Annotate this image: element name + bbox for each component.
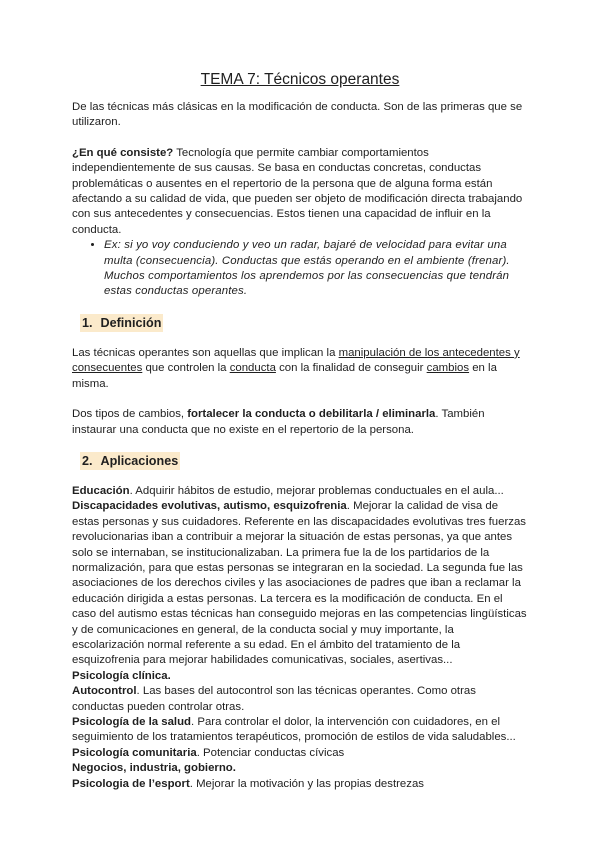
application-label: Negocios, industria, gobierno. [72, 762, 236, 775]
application-item [72, 669, 528, 684]
page-title: TEMA 7: Técnicos operantes [200, 71, 400, 88]
change-types-paragraph [72, 407, 528, 438]
application-item [72, 684, 528, 715]
text-run: con la finalidad de conseguir [275, 362, 427, 375]
underlined-term: cambios [426, 362, 470, 375]
application-text: . Las bases del autocontrol son las técnicas operantes. Como otras conductas pueden controlar otras. [72, 685, 476, 713]
application-item [72, 499, 528, 668]
application-label: Psicología clínica. [72, 669, 171, 682]
what-paragraph [72, 146, 528, 238]
text-run: Dos tipos de cambios, [72, 408, 188, 421]
section-heading-definicion [80, 314, 528, 332]
application-text: . Mejorar la motivación y las propias destrezas [189, 777, 424, 790]
text-run: que controlen la [142, 362, 230, 375]
application-label: Discapacidades evolutivas, autismo, esquizofrenia [72, 500, 347, 513]
spacer [72, 131, 528, 146]
section-title: Definición [100, 315, 162, 330]
intro-paragraph: De las técnicas más clásicas en la modificación de conducta. Son de las primeras que se utilizaron. [72, 101, 523, 129]
application-label: Psicologia de l’esport [72, 777, 190, 790]
underlined-term: conducta [229, 362, 276, 375]
text-run: Las técnicas operantes son aquellas que implican la [72, 346, 339, 359]
definition-paragraph [72, 346, 528, 392]
what-label: ¿En qué consiste? [72, 146, 174, 159]
application-label: Autocontrol [72, 685, 137, 698]
text-run: en la misma. [72, 362, 497, 390]
what-text: Tecnología que permite cambiar comportamientos independientemente de sus causas. Se basa en conductas concretas, conductas problemáticas o ausentes en el repertorio de la persona que de alguna forma están afectando a su calidad de vida, que pueden ser objeto de modificación directa trabajando con sus antecedentes y consecuencias. Estos tienen una capacidad de influir en la conducta. [72, 146, 523, 236]
section-title: Aplicaciones [100, 453, 179, 468]
application-label: Psicología de la salud [72, 716, 192, 728]
bold-term: fortalecer la conducta o debilitarla / eliminarla [187, 408, 436, 421]
example-item: • Ex: si yo voy conduciendo y veo un radar, bajaré de velocidad para evitar una multa (consecuencia). Conductas que estás operando en el ambiente (frenar). Muchos comportamientos los aprendemos por las consecuencias que tendrán estas conductas operantes. [104, 238, 528, 300]
application-item [72, 777, 528, 792]
application-item [72, 746, 528, 761]
application-text: . Para controlar el dolor, la intervención con cuidadores, en el seguimiento de los tratamientos terapéuticos, promoción de estilos de vida saludables... [72, 716, 516, 744]
text-run: . También instaurar una conducta que no existe en el repertorio de la persona. [72, 408, 485, 436]
example-list [72, 238, 528, 300]
application-item [72, 484, 528, 499]
application-text: . Adquirir hábitos de estudio, mejorar problemas conductuales en el aula... [129, 484, 504, 497]
section-number: 2. [82, 453, 93, 468]
applications-list [72, 484, 528, 792]
spacer [72, 392, 528, 407]
underlined-term: manipulación de los antecedentes y consecuentes [72, 346, 520, 375]
section-heading-aplicaciones [80, 452, 528, 470]
application-item [72, 715, 528, 746]
application-label: Psicología comunitaria [72, 746, 197, 759]
application-item [72, 761, 528, 776]
application-text: . Mejorar la calidad de visa de estas personas y sus cuidadores. Referente en las discapacidades evolutivas tres fuerzas revolucionarias iban a contribuir a mejorar la situación de estas personas, ya que antes solo se internaban, se institucionalizaban. La primera fue la de los partidarios de la normalización, para que estas personas se integraran en la sociedad. La segunda fue las asociaciones de los derechos civiles y las asociaciones de padres que iban a reclamar la educación dirigida a estas personas. La tercera es la modificación de conducta. En el caso del autismo estas técnicas han conseguido mejoras en las competencias lingüísticas y de comunicaciones en general, de la conducta social y muy importante, la escolarización normal referente a su edad. En el ámbito del tratamiento de la esquizofrenia para mejorar habilidades comunicativas, sociales, asertivas... [72, 500, 527, 667]
application-label: Educación [72, 484, 130, 497]
section-number: 1. [82, 315, 93, 330]
application-text: . Potenciar conductas cívicas [196, 746, 345, 759]
